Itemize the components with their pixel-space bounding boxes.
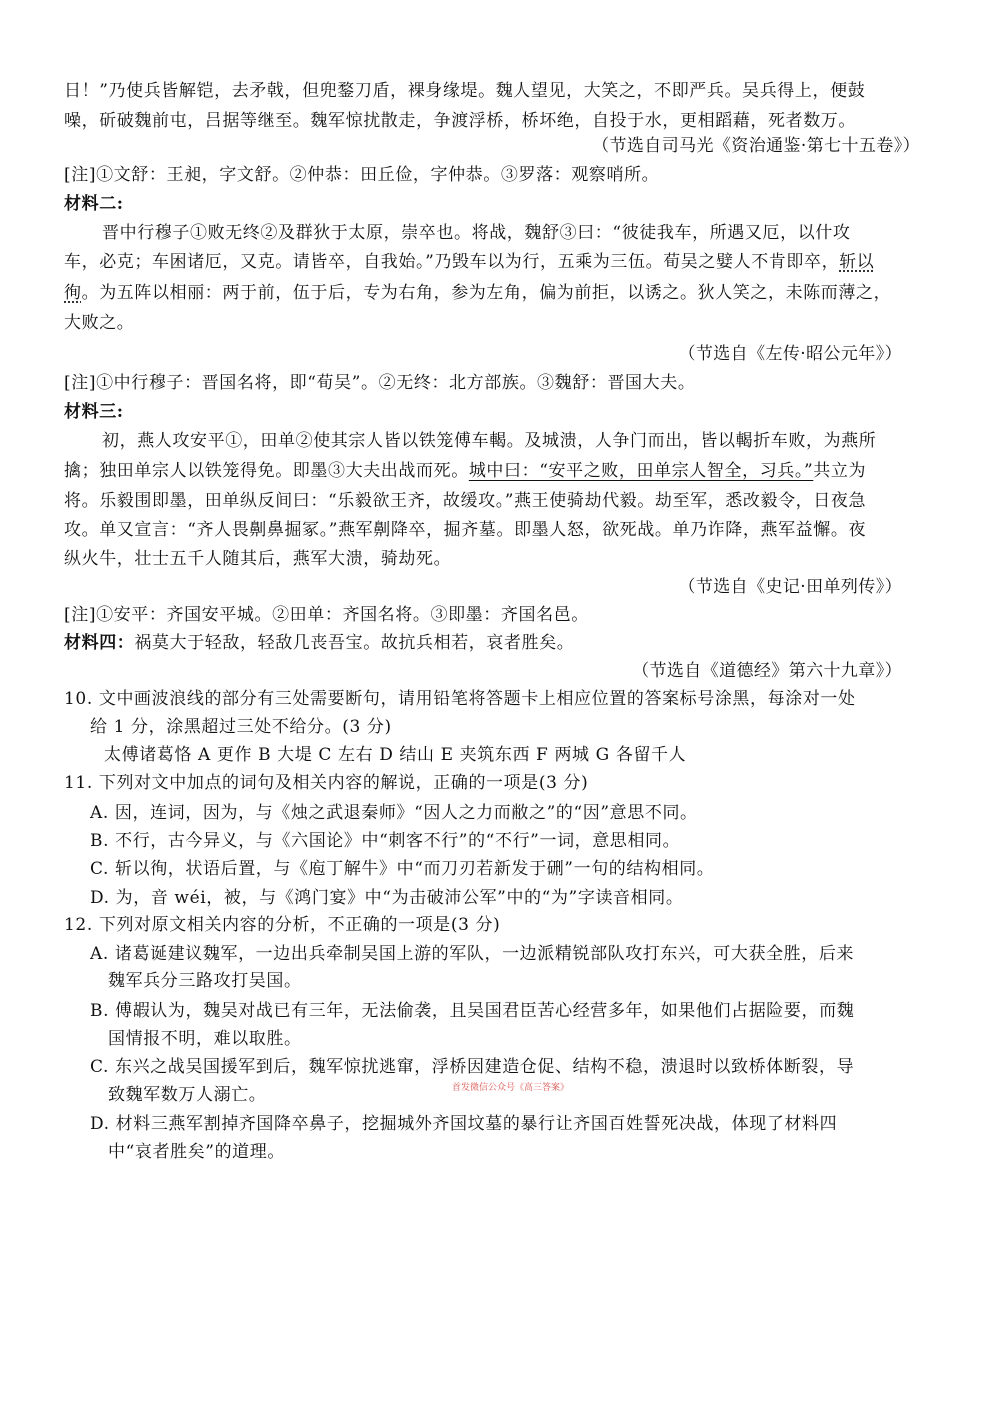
q12-option-a-line-2: 魏军兵分三路攻打吴国。 [108, 971, 302, 991]
material2-line-4: 大败之。 [64, 313, 135, 333]
material2-line-1: 晋中行穆子①败无终②及群狄于太原，崇卒也。将战，魏舒③曰：“彼徒我车，所遇又厄，以什攻 [102, 223, 851, 243]
material4-line [64, 632, 574, 654]
material3-heading: 材料三: [64, 402, 124, 422]
q11-option-b: B. 不行，古今异义，与《六国论》中“刺客不行”的“不行”一词，意思相同。 [90, 831, 681, 851]
material3-line-3: 将。乐毅围即墨，田单纵反间曰：“乐毅欲王齐，故缓攻。”燕王使骑劫代毅。劫至军，悉改毅令，日夜急 [64, 491, 867, 511]
q12-option-d-line-1: D. 材料三燕军割掉齐国降卒鼻子，挖掘城外齐国坟墓的暴行让齐国百姓誓死决战，体现了材料四 [90, 1114, 838, 1134]
material2-source: （节选自《左传·昭公元年》） [678, 344, 902, 364]
q10-stem-line-1: 10. 文中画波浪线的部分有三处需要断句，请用铅笔将答题卡上相应位置的答案标号涂黑，每涂对一处 [64, 689, 856, 709]
material3-line-2-text: 擒；独田单宗人以铁笼得免。即墨③大夫出战而死。 [64, 461, 469, 481]
material3-source: （节选自《史记·田单列传》） [678, 577, 902, 597]
q12-option-d-line-2: 中“哀者胜矣”的道理。 [108, 1142, 285, 1162]
material3-line-5: 纵火牛，壮士五千人随其后，燕军大溃，骑劫死。 [64, 549, 452, 569]
material1-note: [注]①文舒：王昶，字文舒。②仲恭：田丘俭，字仲恭。③罗落：观察哨所。 [64, 165, 660, 185]
q11-option-d: D. 为，音 wéi，被，与《鸿门宴》中“为击破沛公军”中的“为”字读音相同。 [90, 888, 684, 908]
material3-line-4: 攻。单又宣言：“齐人畏劓鼻掘冢。”燕军劓降卒，掘齐墓。即墨人怒，欲死战。单乃诈降，燕军益懈。夜 [64, 520, 867, 540]
material4-source: （节选自《道德经》第六十九章》） [632, 661, 902, 681]
material4-text: 祸莫大于轻敌，轻敌几丧吾宝。故抗兵相若，哀者胜矣。 [134, 633, 575, 653]
material3-line-1: 初，燕人攻安平①，田单②使其宗人皆以铁笼傅车輵。及城溃，人争门而出，皆以輵折车败，为燕所 [102, 431, 877, 451]
material4-heading: 材料四： [64, 633, 135, 653]
q12-option-c-line-1: C. 东兴之战吴国援军到后，魏军惊扰逃窜，浮桥因建造仓促、结构不稳，溃退时以致桥体断裂，导 [90, 1057, 855, 1077]
material3-line-2 [64, 460, 866, 482]
material2-note: [注]①中行穆子：晋国名将，即“荀吴”。②无终：北方部族。③魏舒：晋国大夫。 [64, 373, 696, 393]
q11-stem: 11. 下列对文中加点的词句及相关内容的解说，正确的一项是(3 分) [64, 773, 589, 793]
q12-stem: 12. 下列对原文相关内容的分析，不正确的一项是(3 分) [64, 915, 501, 935]
material2-line-2-text: 车，必克；车困诸厄，又克。请皆卒，自我始。”乃毁车以为行，五乘为三伍。荀吴之嬖人不肯即卒， [64, 252, 840, 272]
dotted-phrase-xun: 徇 [64, 283, 82, 303]
material1-line-1: 日！”乃使兵皆解铠，去矛戟，但兜鍪刀盾，裸身缘堤。魏人望见，大笑之，不即严兵。吴兵得上，便鼓 [64, 81, 866, 101]
underlined-sentence: 城中曰：“安平之败，田单宗人智全，习兵。” [468, 461, 814, 481]
q11-option-c: C. 斩以徇，状语后置，与《庖丁解牛》中“而刀刃若新发于硎”一句的结构相同。 [90, 859, 715, 879]
dotted-phrase-zhan-yi: 斩以 [839, 252, 875, 272]
q12-option-a-line-1: A. 诸葛诞建议魏军，一边出兵牵制吴国上游的军队，一边派精锐部队攻打东兴，可大获全胜，后来 [90, 944, 855, 964]
watermark: 首发微信公众号《高三答案》 [452, 1083, 570, 1093]
material3-line-2-end: 共立为 [813, 461, 867, 481]
q10-options: 太傅诸葛恪 A 更作 B 大堤 C 左右 D 结山 E 夹筑东西 F 两城 G 各留千人 [104, 745, 687, 765]
material2-line-3-text: 。为五阵以相丽：两于前，伍于后，专为右角，参为左角，偏为前拒，以诱之。狄人笑之，未陈而薄之， [81, 283, 892, 303]
q11-option-a: A. 因，连词，因为，与《烛之武退秦师》“因人之力而敝之”的“因”意思不同。 [90, 803, 698, 823]
q10-stem-line-2: 给 1 分，涂黑超过三处不给分。(3 分) [90, 717, 392, 737]
q12-option-c-line-2: 致魏军数万人溺亡。 [108, 1085, 267, 1105]
q12-option-b-line-2: 国情报不明，难以取胜。 [108, 1029, 302, 1049]
material1-line-2: 噪，斫破魏前屯，吕据等继至。魏军惊扰散走，争渡浮桥，桥坏绝，自投于水，更相蹈藉，死者数万。 [64, 111, 856, 131]
material2-heading: 材料二: [64, 194, 124, 214]
material2-line-3 [64, 282, 891, 304]
material3-note: [注]①安平：齐国安平城。②田单：齐国名将。③即墨：齐国名邑。 [64, 605, 589, 625]
material1-source: （节选自司马光《资治通鉴·第七十五卷》） [592, 136, 920, 156]
material2-line-2 [64, 251, 874, 273]
q12-option-b-line-1: B. 傅嘏认为，魏吴对战已有三年，无法偷袭，且吴国君臣苦心经营多年，如果他们占据险要，而魏 [90, 1001, 855, 1021]
